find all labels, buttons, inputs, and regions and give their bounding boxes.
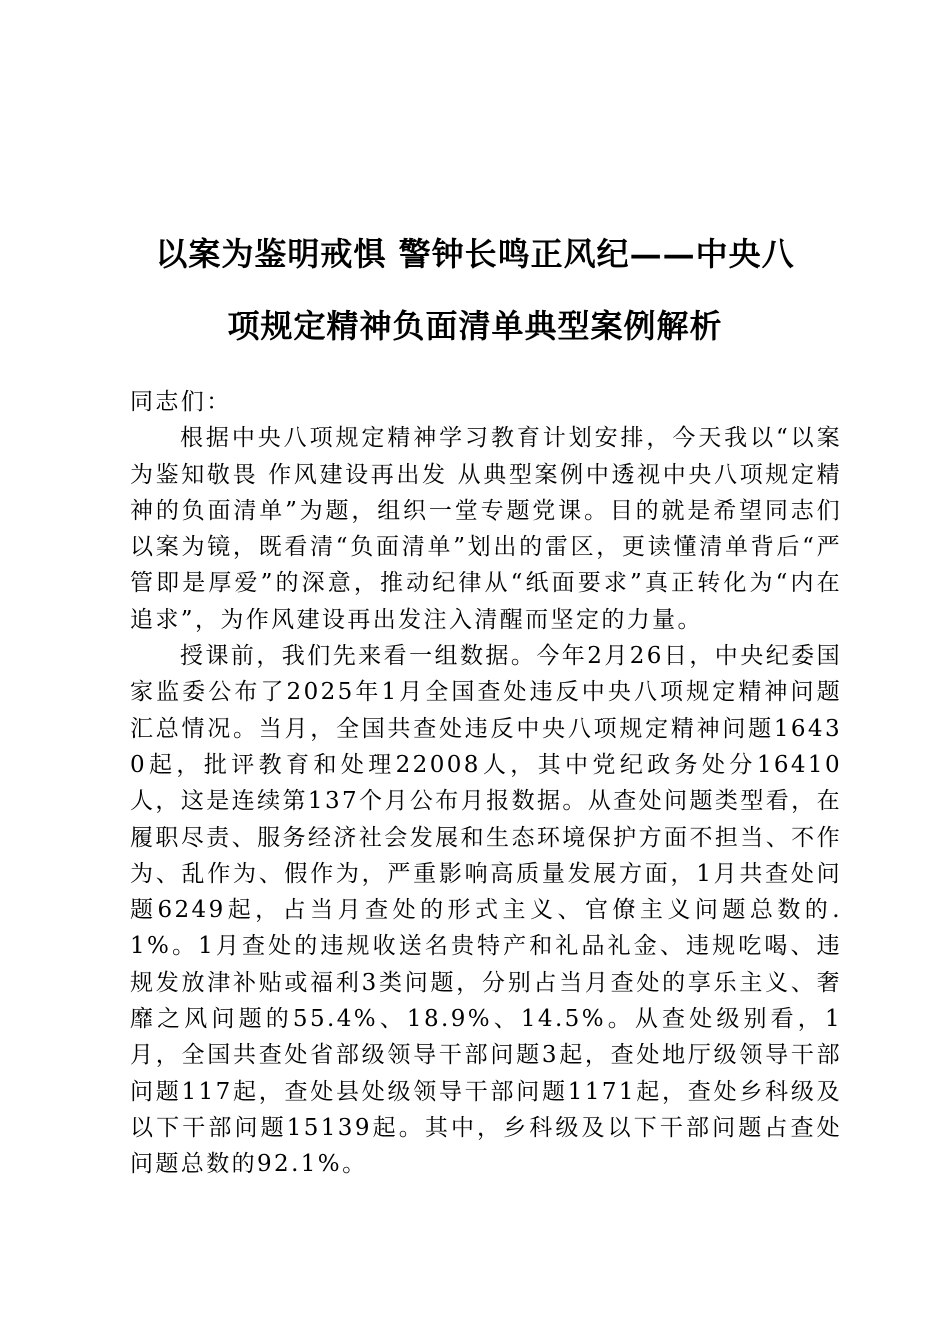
document-title bbox=[100, 218, 850, 362]
title-line-2: 项规定精神负面清单典型案例解析 bbox=[227, 307, 723, 345]
paragraph-statistics: 授课前，我们先来看一组数据。今年2月26日，中央纪委国家监委公布了2025年1月全国查处违反中央八项规定精神问题汇总情况。当月，全国共查处违反中央八项规定精神问题16430起，批评教育和处理22008人，其中党纪政务处分16410人，这是连续第137个月公布月报数据。从查处问题类型看，在履职尽责、服务经济社会发展和生态环境保护方面不担当、不作为、乱作为、假作为，严重影响高质量发展方面，1月共查处问题6249起，占当月查处的形式主义、官僚主义问题总数的.1%。1月查处的违规收送名贵特产和礼品礼金、违规吃喝、违规发放津补贴或福利3类问题，分别占当月查处的享乐主义、奢靡之风问题的55.4%、18.9%、14.5%。从查处级别看，1月，全国共查处省部级领导干部问题3起，查处地厅级领导干部问题117起，查处县处级领导干部问题1171起，查处乡科级及以下干部问题15139起。其中，乡科级及以下干部问题占查处问题总数的92.1%。 bbox=[130, 643, 842, 1178]
title-line-1: 以案为鉴明戒惧 警钟长鸣正风纪——中央八 bbox=[155, 235, 795, 273]
paragraph-intro: 根据中央八项规定精神学习教育计划安排，今天我以“以案为鉴知敬畏 作风建设再出发 从典型案例中透视中央八项规定精神的负面清单”为题，组织一堂专题党课。目的就是希望同志们以案为镜，既看清“负面清单”划出的雷区，更读懂清单背后“严管即是厚爱”的深意，推动纪律从“纸面要求”真正转化为“内在追求”，为作风建设再出发注入清醒而坚定的力量。 bbox=[130, 425, 842, 633]
salutation: 同志们： bbox=[130, 389, 232, 415]
document-body bbox=[130, 384, 842, 1183]
